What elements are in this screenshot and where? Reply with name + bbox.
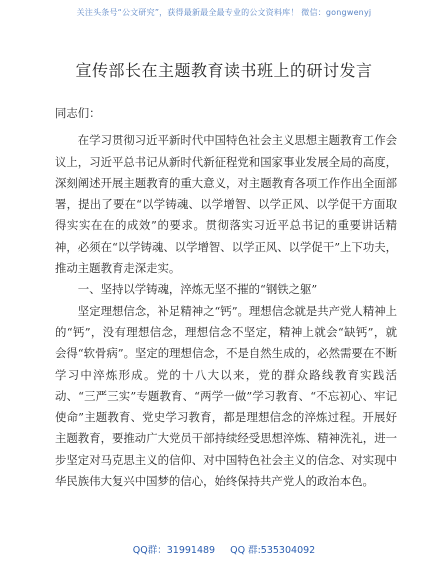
footer-contact bbox=[0, 542, 448, 556]
qq-group-1: QQ群：31991489 bbox=[132, 545, 216, 556]
greeting: 同志们： bbox=[55, 106, 101, 120]
paragraph-intro: 在学习贯彻习近平新时代中国特色社会主义思想主题教育工作会议上，习近平总书记从新时代新征程党和国家事业发展全局的高度，深刻阐述开展主题教育的重大意义，对主题教育各项工作作出全面部署，提出了要在“以学铸魂、以学增智、以学正风、以学促干方面取得实实在在的成效”的要求。贯彻落实习近平总书记的重要讲话精神，必须在“以学铸魂、以学增智、以学正风、以学促干”上下功夫，推动主题教育走深走实。 bbox=[55, 133, 397, 276]
promo-banner: 关注头条号“公文研究”，获得最新最全最专业的公文资料库！ 微信：gongwenyj bbox=[76, 8, 372, 17]
document-body bbox=[55, 103, 397, 492]
section-heading: 一、坚持以学铸魂，淬炼无坚不摧的“钢铁之躯” bbox=[77, 282, 318, 297]
qq-group-2: QQ 群:535304092 bbox=[230, 545, 316, 556]
paragraph-body: 坚定理想信念，补足精神之“钙”。理想信念就是共产党人精神上的“钙”，没有理想信念，理想信念不坚定，精神上就会“缺钙”，就会得“软骨病”。坚定的理想信念，不是自然生成的，必然需要在不断学习中淬炼形成。党的十八大以来，党的群众路线教育实践活动、“三严三实”专题教育、“两学一做”学习教育、“不忘初心、牢记使命”主题教育、党史学习教育，都是理想信念的淬炼过程。开展好主题教育，要推动广大党员干部持续经受思想淬炼、精神洗礼，进一步坚定对马克思主义的信仰、对中国特色社会主义的信念、对实现中华民族伟大复兴中国梦的信心，始终保持共产党人的政治本色。 bbox=[55, 303, 397, 489]
document-title: 宣传部长在主题教育读书班上的研讨发言 bbox=[75, 61, 373, 80]
